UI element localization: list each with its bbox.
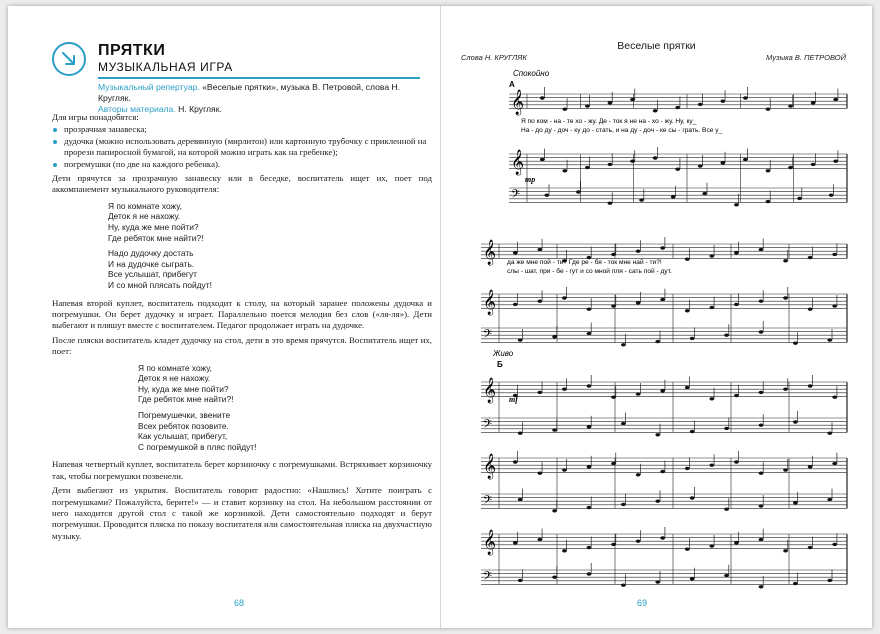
note-head xyxy=(759,585,764,588)
note-head xyxy=(759,248,764,251)
note-head xyxy=(636,392,641,395)
note-head xyxy=(587,332,592,335)
music-credit: Музыка В. ПЕТРОВОЙ xyxy=(766,53,846,62)
note-head xyxy=(611,396,616,399)
note-head xyxy=(759,300,764,303)
note-head xyxy=(537,472,542,475)
note-head xyxy=(537,300,542,303)
body-text xyxy=(52,112,432,542)
lyrics-line: Я по ком - на - те хо - жу. Де - ток я не на - хо - жу. Ну, ку_ xyxy=(521,118,697,125)
note-head xyxy=(709,306,714,309)
book-spread xyxy=(8,6,872,628)
note-head xyxy=(724,427,729,430)
note-head xyxy=(685,467,690,470)
note-head xyxy=(788,166,793,169)
verse-line: Как услышат, прибегут, xyxy=(138,431,228,442)
paragraph-2: Напевая второй куплет, воспитатель подходит к столу, на который заранее положены дудочка и погремушки. Он берет дудочку и играет. Параллельно поется мелодия без слов («ля-ля»). Дети выбегают и пляшут вместе с воспитателем. Педагог продолжает играть на дудочке. xyxy=(52,297,432,331)
verse-line: Ну, куда же мне пойти? xyxy=(108,222,199,233)
treble-clef-icon: 𝄞 xyxy=(511,150,525,175)
note-head xyxy=(671,195,676,198)
note-head xyxy=(808,546,813,549)
note-head xyxy=(759,472,764,475)
stanza-2 xyxy=(108,248,432,290)
note-head xyxy=(734,251,739,254)
note-head xyxy=(743,96,748,99)
note-head xyxy=(621,343,626,346)
verse-block-2 xyxy=(138,363,432,453)
note-head xyxy=(636,540,641,543)
repertoire-value: «Веселые прятки», музыка В. Петровой, слова Н. Кругляк. xyxy=(98,82,401,103)
note-head xyxy=(611,462,616,465)
note-head xyxy=(829,194,834,197)
left-page xyxy=(8,6,440,628)
note-head xyxy=(793,420,798,423)
note-head xyxy=(608,202,613,205)
note-head xyxy=(562,108,567,111)
verse-block-1 xyxy=(108,201,432,291)
note-head xyxy=(832,253,837,256)
authors-value: Н. Кругляк. xyxy=(175,104,222,114)
note-head xyxy=(808,308,813,311)
note-head xyxy=(636,473,641,476)
game-badge xyxy=(52,42,86,76)
title-block xyxy=(98,42,420,79)
note-head xyxy=(685,548,690,551)
note-head xyxy=(690,430,695,433)
note-head xyxy=(655,580,660,583)
note-head xyxy=(636,250,641,253)
note-head xyxy=(660,470,665,473)
bass-clef-icon: 𝄢 xyxy=(483,328,493,344)
verse-line: Я по комнате хожу, xyxy=(108,200,182,211)
note-head xyxy=(734,394,739,397)
section-label-a: А xyxy=(509,80,515,89)
note-head xyxy=(832,462,837,465)
note-head xyxy=(797,197,802,200)
note-head xyxy=(608,163,613,166)
note-head xyxy=(827,338,832,341)
stanza-4 xyxy=(138,410,432,452)
tempo-marking-2: Живо xyxy=(493,349,514,358)
page-number-left: 68 xyxy=(234,598,245,608)
note-head xyxy=(537,248,542,251)
note-head xyxy=(698,103,703,106)
note-head xyxy=(832,543,837,546)
verse-line: Где ребяток мне найти?! xyxy=(138,394,234,405)
note-head xyxy=(827,432,832,435)
note-head xyxy=(690,577,695,580)
note-head xyxy=(808,465,813,468)
note-head xyxy=(636,301,641,304)
tempo-marking-1: Спокойно xyxy=(513,69,550,78)
song-title: Веселые прятки xyxy=(617,40,696,52)
treble-clef-icon: 𝄞 xyxy=(511,90,525,115)
note-head xyxy=(540,96,545,99)
lyrics-line: На - до ду - доч - ку до - стать, и на ду - доч - ке сы - грать. Все у_ xyxy=(521,127,723,134)
note-head xyxy=(690,496,695,499)
note-head xyxy=(513,251,518,254)
note-head xyxy=(811,163,816,166)
note-head xyxy=(587,308,592,311)
note-head xyxy=(685,258,690,261)
note-head xyxy=(655,433,660,436)
note-head xyxy=(759,391,764,394)
note-head xyxy=(540,158,545,161)
note-head xyxy=(513,541,518,544)
note-head xyxy=(734,541,739,544)
verse-line: Деток я не нахожу. xyxy=(108,211,181,222)
words-credit: Слова Н. КРУГЛЯК xyxy=(461,53,527,62)
note-head xyxy=(537,391,542,394)
note-head xyxy=(621,584,626,587)
note-head xyxy=(759,330,764,333)
note-head xyxy=(793,342,798,345)
note-head xyxy=(585,166,590,169)
note-head xyxy=(793,501,798,504)
list-item: погремушки (по две на каждого ребенка). xyxy=(52,159,432,170)
note-head xyxy=(630,160,635,163)
note-head xyxy=(675,168,680,171)
note-head xyxy=(832,304,837,307)
note-head xyxy=(734,460,739,463)
game-title: ПРЯТКИ xyxy=(98,42,166,59)
note-head xyxy=(518,432,523,435)
treble-clef-icon: 𝄞 xyxy=(483,530,497,555)
note-head xyxy=(621,422,626,425)
note-head xyxy=(587,546,592,549)
verse-line: Погремушечки, звените xyxy=(138,410,231,420)
treble-clef-icon: 𝄞 xyxy=(483,454,497,479)
note-head xyxy=(675,106,680,109)
verse-line: И со мной плясать пойдут! xyxy=(108,280,212,290)
note-head xyxy=(537,538,542,541)
note-head xyxy=(587,465,592,468)
note-head xyxy=(655,500,660,503)
note-head xyxy=(734,203,739,206)
note-head xyxy=(653,109,658,112)
note-head xyxy=(724,574,729,577)
note-heads xyxy=(513,87,838,589)
note-head xyxy=(552,428,557,431)
note-head xyxy=(793,582,798,585)
note-head xyxy=(562,468,567,471)
note-head xyxy=(724,508,729,511)
note-head xyxy=(759,504,764,507)
note-head xyxy=(702,192,707,195)
verse-line: И на дудочке сыграть. xyxy=(108,258,195,269)
note-head xyxy=(832,396,837,399)
note-head xyxy=(783,388,788,391)
note-head xyxy=(709,544,714,547)
note-head xyxy=(709,254,714,257)
note-head xyxy=(587,425,592,428)
list-item: дудочка (можно использовать деревянную (мирлитон) или картонную трубочку с прикленной на прорези папиросной бумагой, на которой можно играть как на гребенке); xyxy=(52,136,432,159)
verse-line: Все услышат, прибегут xyxy=(108,269,198,280)
note-head xyxy=(639,198,644,201)
note-head xyxy=(734,303,739,306)
lyrics-line: слы - шат, при - бе - гут и со мной пля - сать пой - дут. xyxy=(507,268,672,275)
stanza-3 xyxy=(138,363,432,405)
treble-clef-icon: 𝄞 xyxy=(483,240,497,265)
note-head xyxy=(611,543,616,546)
note-head xyxy=(811,101,816,104)
note-head xyxy=(690,337,695,340)
note-head xyxy=(724,334,729,337)
note-head xyxy=(766,169,771,172)
note-head xyxy=(720,100,725,103)
note-head xyxy=(611,304,616,307)
note-head xyxy=(552,576,557,579)
note-head xyxy=(808,256,813,259)
note-head xyxy=(518,338,523,341)
dynamic-mf: mf xyxy=(509,395,518,404)
note-head xyxy=(655,340,660,343)
verse-line: Я по комнате хожу, xyxy=(138,362,212,373)
verse-line: Деток я не нахожу. xyxy=(138,373,211,384)
note-head xyxy=(552,509,557,512)
staff-lines xyxy=(481,89,847,586)
note-head xyxy=(585,104,590,107)
note-head xyxy=(660,298,665,301)
meta-info xyxy=(98,82,428,115)
game-subtitle: МУЗЫКАЛЬНАЯ ИГРА xyxy=(98,60,420,79)
note-head xyxy=(630,98,635,101)
note-head xyxy=(783,296,788,299)
note-head xyxy=(709,464,714,467)
note-head xyxy=(709,397,714,400)
treble-clef-icon: 𝄞 xyxy=(483,290,497,315)
bass-clef-icon: 𝄢 xyxy=(483,494,493,510)
verse-line: Ну, куда же мне пойти? xyxy=(138,383,229,394)
note-head xyxy=(562,296,567,299)
verse-line: Где ребяток мне найти?! xyxy=(108,232,204,243)
note-head xyxy=(587,572,592,575)
note-head xyxy=(743,158,748,161)
paragraph-4: Напевая четвертый куплет, воспитатель берет корзиночку с погремушками. Встряхивает корзиночку так, чтобы погремушки позвенели. xyxy=(52,459,432,481)
treble-clef-icon: 𝄞 xyxy=(483,378,497,403)
lyrics-line: да же мне пой - ти? Где ре - бя - ток мне най - ти?! xyxy=(507,259,662,266)
note-head xyxy=(552,335,557,338)
bass-clef-icon: 𝄢 xyxy=(483,418,493,434)
note-head xyxy=(833,160,838,163)
right-page xyxy=(441,6,872,628)
note-head xyxy=(788,104,793,107)
note-head xyxy=(587,384,592,387)
bass-clef-icon: 𝄢 xyxy=(511,188,521,204)
note-head xyxy=(808,384,813,387)
materials-list xyxy=(52,124,432,170)
note-head xyxy=(685,386,690,389)
note-head xyxy=(827,579,832,582)
stanza-1 xyxy=(108,201,432,243)
note-head xyxy=(562,388,567,391)
note-head xyxy=(759,424,764,427)
paragraph-3: После пляски воспитатель кладет дудочку на стол, дети в это время прячутся. Воспитатель ищет их, поет: xyxy=(52,334,432,357)
note-head xyxy=(720,161,725,164)
bass-clef-icon: 𝄢 xyxy=(483,570,493,586)
note-head xyxy=(766,200,771,203)
note-head xyxy=(698,164,703,167)
note-head xyxy=(587,506,592,509)
note-head xyxy=(653,156,658,159)
note-head xyxy=(660,389,665,392)
note-head xyxy=(562,169,567,172)
note-head xyxy=(621,503,626,506)
verse-line: Надо дудочку достать xyxy=(108,248,194,259)
note-head xyxy=(576,190,581,193)
verse-line: С погремушкой в пляс пойдут! xyxy=(138,441,257,452)
verse-line: Всех ребяток позовите. xyxy=(138,420,229,431)
note-head xyxy=(833,98,838,101)
note-head xyxy=(513,303,518,306)
note-head xyxy=(660,536,665,539)
page-number-right: 69 xyxy=(637,598,648,608)
note-head xyxy=(562,549,567,552)
note-head xyxy=(611,253,616,256)
paragraph-5: Дети выбегают из укрытия. Воспитатель говорит радостно: «Нашлись! Хотите поиграть с погремушками? Пожалуйста, берите!» — и ставит корзинку на стол. На небольшом расстоянии от него находится другой стол с такой же корзинкой. Дети самостоятельно подходят и берут погремушки. Проводится пляска по показу воспитателя или самостоятельная пляска на двухчастную музыку. xyxy=(52,485,432,541)
authors-label: Авторы материала. xyxy=(98,104,176,114)
note-head xyxy=(783,259,788,262)
arrow-down-right-icon xyxy=(60,50,78,68)
note-head xyxy=(544,194,549,197)
repertoire-label: Музыкальный репертуар. xyxy=(98,82,200,92)
note-head xyxy=(783,549,788,552)
note-head xyxy=(827,498,832,501)
note-head xyxy=(783,468,788,471)
note-head xyxy=(660,246,665,249)
note-head xyxy=(518,498,523,501)
note-head xyxy=(518,579,523,582)
note-head xyxy=(608,101,613,104)
paragraph-1: Дети прячутся за прозрачную занавеску или в беседке, воспитатель ищет их, поет под аккомпанемент музыкального руководителя: xyxy=(52,173,432,195)
note-head xyxy=(513,460,518,463)
note-head xyxy=(685,309,690,312)
materials-intro: Для игры понадобятся: xyxy=(52,112,139,122)
dynamic-mp: mp xyxy=(525,175,536,184)
list-item: прозрачная занавеска; xyxy=(52,124,432,135)
note-head xyxy=(759,538,764,541)
note-head xyxy=(766,108,771,111)
sheet-music xyxy=(469,66,849,616)
section-label-b: Б xyxy=(497,360,503,369)
